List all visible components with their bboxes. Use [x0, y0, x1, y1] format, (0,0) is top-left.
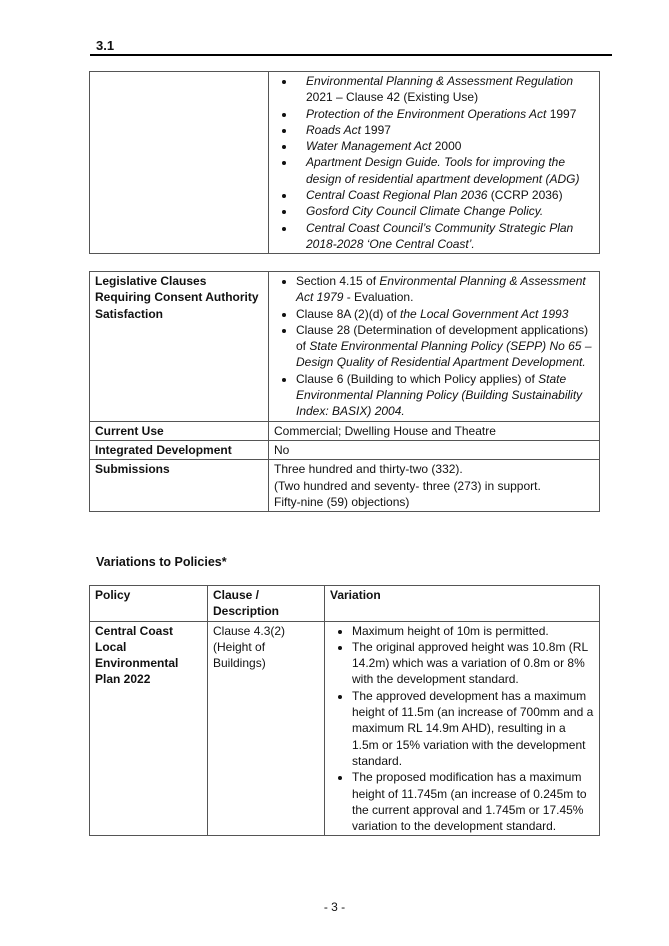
col-policy-header: Policy: [90, 586, 208, 622]
list-item-text: Apartment Design Guide. Tools for improving the design of residential apartment development (ADG): [306, 155, 580, 186]
list-item-text: Roads Act: [306, 122, 361, 137]
variations-title: Variations to Policies*: [96, 555, 227, 569]
list-item-text: State Environmental Planning Policy (SEPP) No 65 – Design Quality of Residential Apartment Development.: [296, 339, 592, 370]
policy-name: Central Coast Local Environmental Plan 2022: [90, 621, 208, 836]
list-item-text: Section 4.15 of: [296, 274, 380, 288]
list-item-text: Central Coast Regional Plan 2036: [306, 188, 488, 203]
list-item: [296, 306, 594, 322]
submissions-line: (Two hundred and seventy- three (273) in support.: [274, 478, 541, 493]
list-item-text: 2000: [431, 139, 462, 154]
list-item-text: (CCRP 2036): [487, 188, 563, 203]
legislation-list-cell: [269, 72, 600, 254]
list-item-text: Clause 8A (2)(d) of: [296, 306, 401, 321]
integrated-development-label: Integrated Development: [90, 440, 269, 459]
list-item-text: State Environmental Planning Policy (Building Sustainability Index: BASIX) 2004.: [296, 371, 583, 419]
submissions-value: [269, 460, 600, 512]
list-item-text: 1997: [546, 106, 577, 121]
list-item: [296, 273, 594, 306]
header-rule: [90, 54, 612, 56]
variation-cell: [325, 621, 600, 836]
current-use-label: Current Use: [90, 421, 269, 440]
list-item-text: Central Coast Council’s Community Strategic Plan 2018-2028 ‘One Central Coast’.: [306, 220, 574, 251]
legislative-clauses-label: Legislative Clauses Requiring Consent Authority Satisfaction: [90, 272, 269, 422]
legislation-list: [274, 73, 594, 252]
submissions-line: Fifty-nine (59) objections): [274, 494, 410, 509]
variation-item: • The approved development has a maximum height of 11.5m (an increase of 700mm and a maximum RL 14.9m AHD), resulting in a 1.5m or 15% variation with the development standard.: [352, 688, 594, 769]
variation-item: • The proposed modification has a maximum height of 11.745m (an increase of 0.245m to the current approval and 1.745m or 17.45% variation to the development standard.: [352, 769, 594, 834]
current-use-value: Commercial; Dwelling House and Theatre: [269, 421, 600, 440]
list-item-text: Environmental Planning & Assessment Act 1979: [296, 274, 586, 305]
list-item: [296, 371, 594, 420]
list-item: [296, 322, 594, 371]
col-clause-header: Clause / Description: [208, 586, 325, 622]
list-item-text: Environmental Planning & Assessment Regulation: [306, 74, 574, 88]
integrated-development-value: No: [269, 440, 600, 459]
submissions-label: Submissions: [90, 460, 269, 512]
consent-summary-table: [89, 271, 600, 512]
page-number: - 3 -: [323, 900, 346, 914]
clause-description: Clause 4.3(2) (Height of Buildings): [208, 621, 325, 836]
list-item: [296, 106, 594, 122]
variation-list: [330, 623, 594, 835]
legislative-clauses-cell: [269, 272, 600, 422]
related-legislation-table: [89, 71, 600, 254]
list-item: [296, 73, 594, 106]
variation-item: • Maximum height of 10m is permitted.: [352, 623, 594, 639]
section-number: 3.1: [96, 38, 115, 53]
legislative-clauses-list: [274, 273, 594, 420]
variation-item: • The original approved height was 10.8m (RL 14.2m) which was a variation of 0.8m or 8% with the development standard.: [352, 639, 594, 688]
list-item-text: the Local Government Act 1993: [400, 306, 569, 321]
list-item-text: Clause 6 (Building to which Policy applies) of: [296, 371, 539, 386]
list-item-text: 2021 – Clause 42 (Existing Use): [306, 90, 479, 105]
submissions-line: Three hundred and thirty-two (332).: [274, 462, 463, 477]
list-item-text: Gosford City Council Climate Change Policy.: [306, 204, 544, 219]
list-item: [296, 187, 594, 203]
list-item: [296, 154, 594, 187]
list-item-text: - Evaluation.: [343, 290, 414, 305]
variations-table: [89, 585, 600, 836]
list-item-text: Protection of the Environment Operations Act: [306, 106, 547, 121]
list-item: [296, 138, 594, 154]
list-item: [296, 220, 594, 253]
list-item-text: Clause 28 (Determination of development applications) of: [296, 322, 589, 354]
list-item: [296, 122, 594, 138]
list-item-text: Water Management Act: [306, 139, 432, 154]
empty-cell: [90, 72, 269, 254]
col-variation-header: Variation: [325, 586, 600, 622]
list-item: [296, 203, 594, 219]
list-item-text: 1997: [360, 122, 391, 137]
